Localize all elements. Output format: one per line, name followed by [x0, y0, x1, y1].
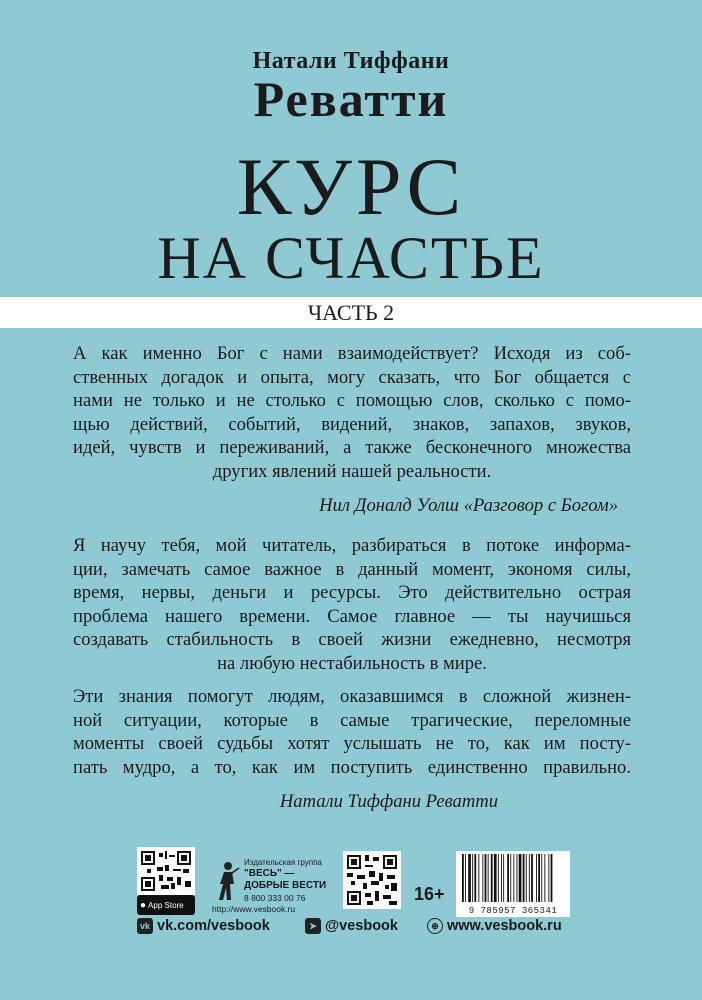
author-first-name: Натали Тиффани: [252, 48, 450, 74]
publisher-logo-icon: [214, 860, 240, 902]
telegram-icon: ➤: [305, 918, 321, 934]
apple-icon: ●: [140, 899, 147, 911]
isbn-number: 9 785957 365341: [468, 906, 558, 916]
barcode-bar: [488, 854, 489, 902]
barcode-bar: [491, 854, 493, 902]
quote-line: нами не только и не столько с помощью слов, сколько с помо-: [73, 390, 631, 412]
age-rating: 16+: [414, 884, 445, 904]
barcode-bar: [529, 854, 530, 902]
barcode-bar: [482, 854, 483, 902]
barcode-bar: [519, 854, 522, 902]
part-label: ЧАСТЬ 2: [307, 300, 395, 325]
quote-line: идей, чувств и переживаний, а также бесконечного множества: [73, 437, 631, 459]
barcode-bar: [544, 854, 545, 902]
book-title-line1: КУРС: [236, 141, 466, 232]
barcode-bar: [538, 854, 540, 902]
barcode-bar: [501, 854, 502, 902]
app-store-badge[interactable]: [137, 895, 195, 915]
barcode-bar: [503, 854, 504, 902]
paragraph-line: пать мудро, а то, как им поступить единственно правильно.: [73, 756, 631, 778]
quote-attribution: Нил Доналд Уолш «Разговор с Богом»: [319, 495, 618, 516]
barcode-bar: [465, 854, 466, 902]
barcode-bar: [541, 854, 542, 902]
publisher-group-label: Издательская группа: [244, 858, 322, 867]
vk-link[interactable]: [137, 918, 270, 934]
paragraph-line: создавать стабильность в своей жизни ежедневно, несмотря: [73, 629, 631, 651]
quote-line: ственных догадок и опыта, могу сказать, что Бог общается с: [73, 366, 631, 388]
barcode-bar: [468, 854, 471, 902]
paragraph-line: Эти знания помогут людям, оказавшимся в сложной жизнен-: [73, 686, 631, 707]
barcode-bar: [523, 854, 525, 902]
telegram-link-label: @vesbook: [325, 918, 398, 934]
barcode-bar: [510, 854, 511, 902]
barcode-bar: [478, 854, 479, 902]
isbn-barcode: [456, 851, 570, 917]
paragraph-line: на любую нестабильность в мире.: [217, 652, 487, 674]
vk-link-label: vk.com/vesbook: [157, 918, 270, 934]
vk-icon: vk: [137, 918, 153, 934]
qr-code-icon: [347, 855, 397, 905]
description-paragraph-1: [73, 534, 631, 676]
barcode-bar: [485, 854, 487, 902]
globe-icon: ⊕: [427, 918, 443, 934]
paragraph-line: моменты своей судьбы хотят услышать не то, как им посту-: [73, 733, 631, 755]
publisher-phone: 8 800 333 00 76: [244, 893, 306, 903]
publisher-url[interactable]: http://www.vesbook.ru: [212, 904, 296, 914]
app-store-label: App Store: [148, 900, 184, 910]
paragraph-line: ной ситуации, которые в самые трагические, переломные: [73, 709, 631, 731]
quote-line: щью действий, событий, видений, знаков, запахов, звуков,: [73, 413, 631, 435]
paragraph-line: проблема нашего времени. Самое главное — ты научишься: [73, 605, 631, 627]
barcode-bar: [472, 854, 473, 902]
author-attribution: Натали Тиффани Реватти: [279, 791, 498, 812]
quote-line: А как именно Бог с нами взаимодействует? Исходя из соб-: [73, 343, 631, 364]
telegram-link[interactable]: [305, 918, 398, 934]
social-links: [137, 918, 570, 940]
epigraph-quote: [73, 342, 631, 484]
quote-line: других явлений нашей реальности.: [212, 460, 492, 482]
description-paragraph-2: [73, 685, 631, 779]
barcode-bar: [517, 854, 518, 902]
barcode-bar: [536, 854, 537, 902]
website-link[interactable]: [427, 918, 562, 934]
barcode-bar: [548, 854, 549, 902]
qr-code-site[interactable]: [343, 851, 401, 909]
qr-code-app[interactable]: [137, 847, 195, 895]
publisher-name-2: ДОБРЫЕ ВЕСТИ: [244, 880, 327, 891]
barcode-bar: [513, 854, 514, 902]
barcode-bar: [507, 854, 509, 902]
publisher-block: [212, 858, 327, 914]
paragraph-line: Я научу тебя, мой читатель, разбираться в потоке информа-: [73, 535, 631, 556]
barcode-bar: [462, 854, 464, 902]
barcode-bar: [531, 854, 533, 902]
barcode-icon: [456, 851, 570, 905]
qr-code-icon: [141, 851, 191, 891]
barcode-bar: [526, 854, 527, 902]
author-last-name: Реватти: [253, 71, 449, 127]
barcode-bar: [498, 854, 499, 902]
publisher-name: "ВЕСЬ" —: [244, 868, 295, 879]
paragraph-line: время, нервы, деньги и ресурсы. Это действительно острая: [73, 582, 631, 604]
website-link-label: www.vesbook.ru: [447, 918, 562, 934]
paragraph-line: ции, замечать самое важное в данный момент, экономя силы,: [73, 558, 631, 580]
barcode-bar: [494, 854, 497, 902]
barcode-bar: [551, 854, 553, 902]
barcode-bar: [474, 854, 476, 902]
book-title-line2: НА СЧАСТЬЕ: [157, 225, 545, 291]
